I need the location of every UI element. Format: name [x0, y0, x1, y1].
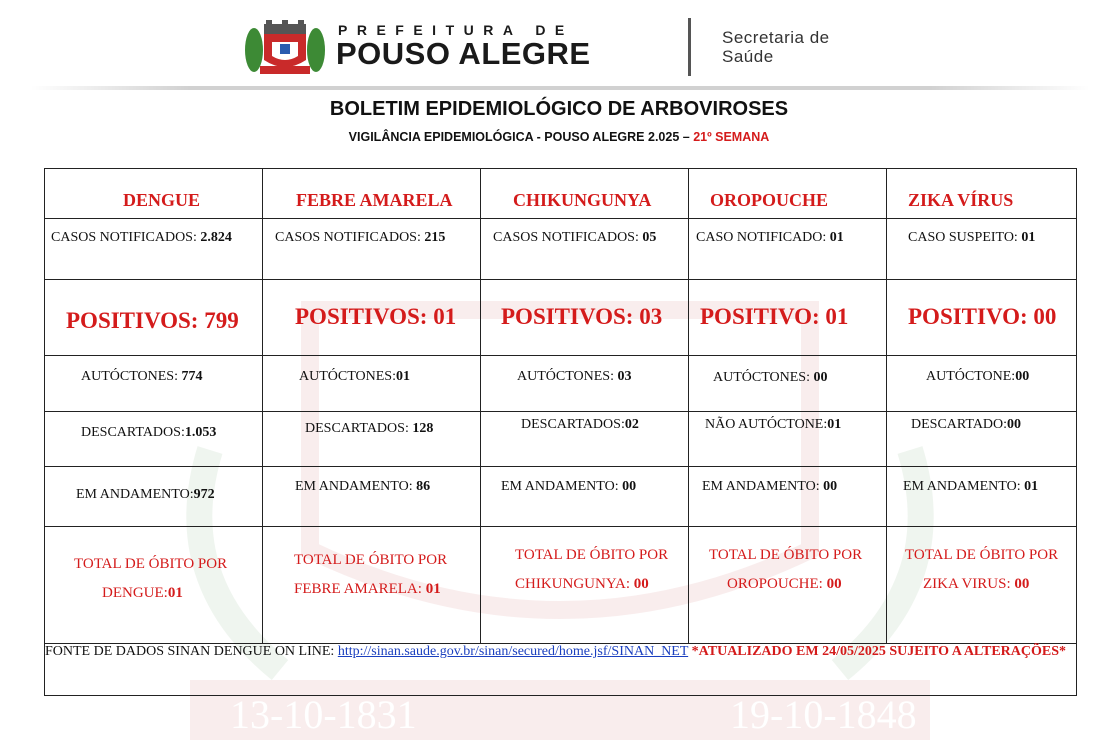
disease-header-cell [263, 169, 481, 219]
table-cell [887, 356, 1077, 412]
table-row-positives [45, 280, 1077, 356]
table-row-descartados [45, 412, 1077, 467]
andamento-label: EM ANDAMENTO: [501, 479, 619, 494]
andamento-entry [45, 467, 262, 503]
table-cell [887, 412, 1077, 467]
disease-header: ZIKA VÍRUS [908, 190, 1014, 210]
positives-value: POSITIVO: 01 [700, 304, 849, 329]
notified-label: CASO SUSPEITO: [908, 230, 1018, 245]
obito-value: 00 [633, 576, 649, 592]
notified-entry [263, 219, 480, 246]
notified-label: CASOS NOTIFICADOS: [493, 230, 639, 245]
obito-entry [481, 527, 688, 599]
obito-disease: FEBRE AMARELA: [294, 581, 422, 597]
descartados-entry [689, 412, 886, 433]
notified-value: 05 [642, 230, 657, 245]
positives-value: POSITIVOS: 03 [501, 304, 663, 329]
obito-disease: DENGUE: [102, 585, 168, 601]
descartados-label: DESCARTADOS: [81, 425, 185, 440]
autoctones-value: 01 [395, 369, 410, 384]
table-cell [887, 280, 1077, 356]
updated-notice: *ATUALIZADO EM 24/05/2025 SUJEITO A ALTERAÇÕES* [691, 644, 1067, 659]
table-cell [887, 467, 1077, 527]
table-row-footer [45, 644, 1077, 696]
notified-value: 01 [829, 230, 844, 245]
descartados-value: 01 [827, 417, 842, 432]
obito-line2 [74, 579, 262, 608]
andamento-value: 86 [416, 479, 431, 494]
obito-disease: CHIKUNGUNYA: [515, 576, 630, 592]
city-name: POUSO ALEGRE [336, 36, 591, 71]
andamento-value: 972 [193, 487, 215, 502]
andamento-value: 01 [1024, 479, 1039, 494]
autoctones-value: 774 [181, 369, 203, 384]
table-cell [481, 527, 689, 644]
table-cell [45, 280, 263, 356]
obito-line1: TOTAL DE ÓBITO POR [74, 556, 228, 572]
table-cell [481, 280, 689, 356]
header-rule [30, 86, 1090, 90]
disease-header-cell [887, 169, 1077, 219]
obito-line2 [294, 575, 480, 604]
obito-value: 01 [167, 585, 183, 601]
obito-line2 [905, 570, 1076, 599]
sinan-link[interactable]: http://sinan.saude.gov.br/sinan/secured/home.jsf/ [337, 644, 612, 659]
notified-entry [481, 219, 688, 246]
disease-header: DENGUE [123, 190, 201, 210]
notified-entry [45, 219, 262, 246]
descartados-value: 02 [624, 417, 639, 432]
table-row-andamento [45, 467, 1077, 527]
obito-line1: TOTAL DE ÓBITO POR [709, 547, 863, 563]
table-cell [263, 467, 481, 527]
table-row-obito [45, 527, 1077, 644]
notified-entry [689, 219, 886, 246]
watermark-year-left: 13-10-1831 [230, 692, 417, 737]
watermark-year-right: 19-10-1848 [730, 692, 917, 737]
prefeitura-label: PREFEITURA DE [338, 22, 574, 38]
notified-entry [887, 219, 1076, 246]
table-cell [887, 527, 1077, 644]
obito-line1: TOTAL DE ÓBITO POR [515, 547, 669, 563]
positives-value: POSITIVOS: 01 [295, 304, 457, 329]
bulletin-table [44, 168, 1077, 696]
autoctones-entry [481, 356, 688, 385]
obito-entry [45, 527, 262, 608]
andamento-label: EM ANDAMENTO: [702, 479, 820, 494]
descartados-label: NÃO AUTÓCTONE: [705, 417, 828, 432]
autoctones-entry [689, 356, 886, 386]
autoctones-entry [45, 356, 262, 385]
table-cell [45, 412, 263, 467]
obito-entry [887, 527, 1076, 599]
andamento-label: EM ANDAMENTO: [295, 479, 413, 494]
notified-value: 215 [424, 230, 446, 245]
disease-header-cell [481, 169, 689, 219]
table-cell [689, 527, 887, 644]
table-cell [45, 527, 263, 644]
secretaria-line1: Secretaria de [722, 28, 830, 47]
table-row-notified [45, 219, 1077, 280]
source-label: FONTE DE DADOS SINAN DENGUE ON LINE: [45, 644, 335, 659]
disease-header: OROPOUCHE [710, 190, 829, 210]
andamento-label: EM ANDAMENTO: [903, 479, 1021, 494]
notified-label: CASO NOTIFICADO: [696, 230, 827, 245]
descartados-value: 128 [412, 421, 434, 436]
autoctones-value: 00 [1015, 369, 1030, 384]
obito-entry [689, 527, 886, 599]
autoctones-label: AUTÓCTONES: [81, 369, 178, 384]
descartados-value: 00 [1007, 417, 1022, 432]
obito-line1: TOTAL DE ÓBITO POR [294, 552, 448, 568]
autoctones-label: AUTÓCTONES: [713, 370, 810, 385]
notified-value: 2.824 [200, 230, 232, 245]
descartados-entry [263, 412, 480, 437]
andamento-entry [689, 467, 886, 495]
descartados-entry [887, 412, 1076, 433]
table-cell [263, 219, 481, 280]
table-row-autoctones [45, 356, 1077, 412]
sinan-net-link[interactable]: SINAN_NET [611, 644, 689, 659]
secretaria-line2: Saúde [722, 47, 774, 66]
disease-header-cell [45, 169, 263, 219]
obito-entry [263, 527, 480, 604]
autoctones-value: 03 [617, 369, 632, 384]
page-subtitle [0, 130, 1118, 144]
andamento-entry [887, 467, 1076, 495]
disease-header: CHIKUNGUNYA [513, 190, 652, 210]
obito-line1: TOTAL DE ÓBITO POR [905, 547, 1059, 563]
table-cell [689, 412, 887, 467]
positives-value: POSITIVOS: 799 [66, 308, 239, 333]
table-cell [45, 467, 263, 527]
autoctones-value: 00 [813, 370, 828, 385]
subtitle-text: VIGILÂNCIA EPIDEMIOLÓGICA - POUSO ALEGRE 2.025 – [348, 130, 690, 144]
footer-cell [45, 644, 1077, 696]
descartados-entry [481, 412, 688, 433]
table-cell [481, 219, 689, 280]
autoctones-entry [263, 356, 480, 385]
autoctones-label: AUTÓCTONES: [517, 369, 614, 384]
table-cell [887, 219, 1077, 280]
page-title: BOLETIM EPIDEMIOLÓGICO DE ARBOVIROSES [329, 98, 789, 120]
obito-disease: ZIKA VIRUS: [923, 576, 1011, 592]
table-cell [263, 412, 481, 467]
descartados-label: DESCARTADOS: [305, 421, 409, 436]
table-cell [263, 356, 481, 412]
descartados-label: DESCARTADOS: [521, 417, 625, 432]
andamento-label: EM ANDAMENTO: [76, 487, 194, 502]
positives-value: POSITIVO: 00 [908, 304, 1057, 329]
table-cell [689, 356, 887, 412]
table-cell [263, 280, 481, 356]
table-cell [689, 219, 887, 280]
disease-header-cell [689, 169, 887, 219]
autoctones-label: AUTÓCTONE: [926, 369, 1016, 384]
table-cell [481, 467, 689, 527]
secretaria-label [722, 28, 830, 66]
table-cell [263, 527, 481, 644]
disease-header: FEBRE AMARELA [296, 190, 453, 210]
descartados-label: DESCARTADO: [911, 417, 1008, 432]
table-cell [45, 356, 263, 412]
table-cell [45, 219, 263, 280]
obito-value: 01 [425, 581, 441, 597]
city-crest-icon [242, 20, 328, 78]
notified-value: 01 [1021, 230, 1036, 245]
subtitle-week: 21º SEMANA [693, 130, 770, 144]
descartados-value: 1.053 [184, 425, 217, 440]
obito-line2 [709, 570, 886, 599]
obito-line2 [515, 570, 688, 599]
andamento-entry [481, 467, 688, 495]
autoctones-label: AUTÓCTONES: [299, 369, 396, 384]
page-header [0, 0, 1118, 90]
obito-disease: OROPOUCHE: [727, 576, 823, 592]
obito-value: 00 [826, 576, 842, 592]
table-cell [689, 280, 887, 356]
descartados-entry [45, 412, 262, 441]
header-divider [688, 18, 691, 76]
table-cell [481, 412, 689, 467]
obito-value: 00 [1014, 576, 1030, 592]
andamento-value: 00 [622, 479, 637, 494]
notified-label: CASOS NOTIFICADOS: [275, 230, 421, 245]
andamento-entry [263, 467, 480, 495]
table-cell [481, 356, 689, 412]
table-row-headers [45, 169, 1077, 219]
notified-label: CASOS NOTIFICADOS: [51, 230, 197, 245]
autoctones-entry [887, 356, 1076, 385]
andamento-value: 00 [823, 479, 838, 494]
table-cell [689, 467, 887, 527]
